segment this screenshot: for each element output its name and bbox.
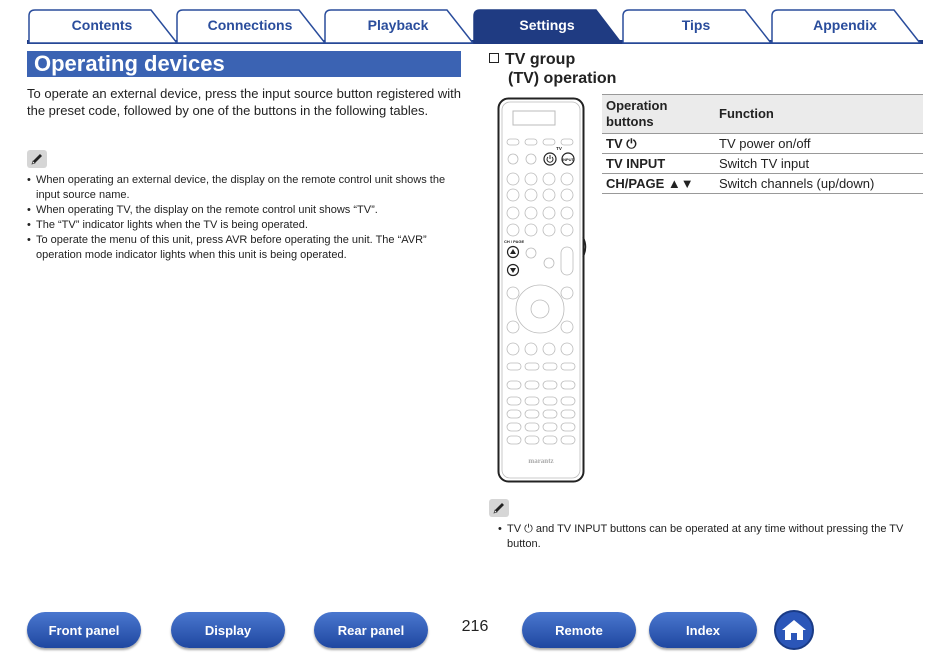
- svg-text:INPUT: INPUT: [562, 157, 574, 162]
- table-row: CH/PAGE ▲▼ Switch channels (up/down): [602, 174, 923, 194]
- tab-tips[interactable]: Tips: [621, 8, 771, 42]
- tab-appendix[interactable]: Appendix: [770, 8, 920, 42]
- top-tab-bar: [27, 8, 923, 44]
- table-row: TV INPUT Switch TV input: [602, 154, 923, 174]
- pencil-icon: [27, 150, 47, 168]
- display-button[interactable]: Display: [171, 612, 285, 648]
- note-item: • The “TV” indicator lights when the TV is being operated.: [27, 218, 461, 233]
- intro-paragraph: To operate an external device, press the input source button registered with the preset code, followed by one of the buttons in the following tables.: [27, 86, 461, 118]
- tab-playback[interactable]: Playback: [323, 8, 473, 42]
- tab-settings[interactable]: Settings: [472, 8, 622, 42]
- note-item: • When operating an external device, the display on the remote control unit shows the input source name.: [27, 173, 461, 203]
- section-heading: TV group (TV) operation: [489, 50, 629, 88]
- page-title: Operating devices: [27, 51, 461, 77]
- table-header: Operation buttons: [602, 95, 715, 134]
- table-header: Function: [715, 95, 923, 134]
- operation-table: [602, 94, 923, 194]
- front-panel-button[interactable]: Front panel: [27, 612, 141, 648]
- notes-list: [27, 173, 461, 263]
- svg-text:CH / PAGE: CH / PAGE: [504, 239, 525, 244]
- svg-text:TV: TV: [556, 146, 562, 151]
- pencil-icon: [489, 499, 509, 517]
- tab-contents[interactable]: Contents: [27, 8, 177, 42]
- tv-note: • TV ⏻ and TV INPUT buttons can be operated at any time without pressing the TV button.: [498, 522, 923, 552]
- remote-control-illustration: [497, 97, 589, 485]
- tab-connections[interactable]: Connections: [175, 8, 325, 42]
- home-button[interactable]: [774, 610, 814, 650]
- svg-text:marantz: marantz: [528, 457, 554, 465]
- remote-button[interactable]: Remote: [522, 612, 636, 648]
- home-icon: [781, 618, 807, 642]
- note-item: • When operating TV, the display on the remote control unit shows “TV”.: [27, 203, 461, 218]
- rear-panel-button[interactable]: Rear panel: [314, 612, 428, 648]
- index-button[interactable]: Index: [649, 612, 757, 648]
- table-row: TV ⏻ TV power on/off: [602, 134, 923, 154]
- checkbox-square-icon: [489, 53, 499, 63]
- page-number: 216: [461, 618, 489, 635]
- note-item: • To operate the menu of this unit, press AVR before operating the unit. The “AVR” operation mode indicator lights when this unit is being operated.: [27, 233, 461, 263]
